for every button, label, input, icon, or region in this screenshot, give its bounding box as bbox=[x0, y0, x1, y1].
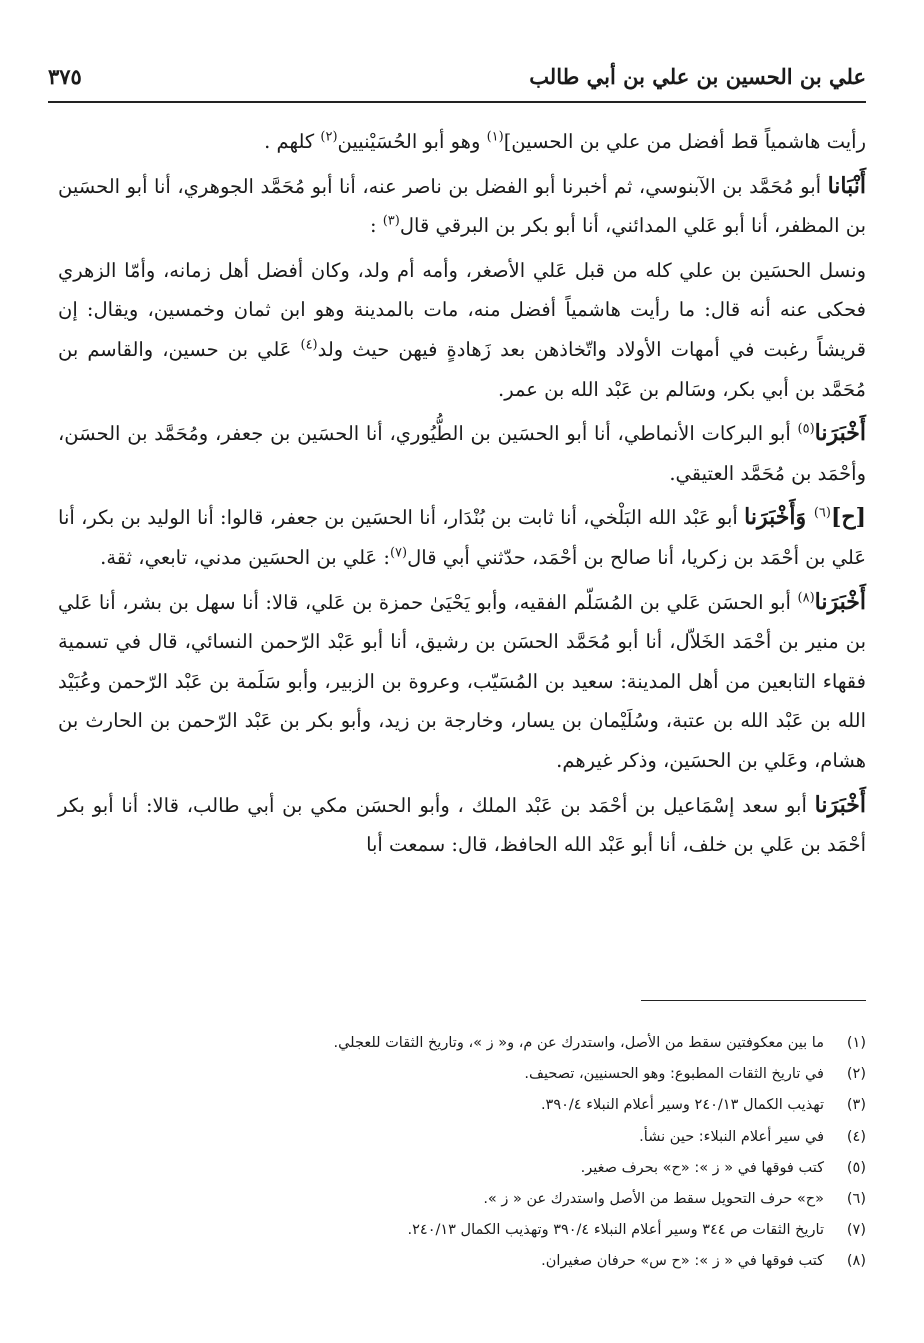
footnote bbox=[58, 1153, 866, 1184]
footnote-text: كتب فوقها في « ز »: «ح» بحرف صغير. bbox=[580, 1159, 824, 1176]
paragraph-lead: أَخْبَرَنا bbox=[814, 420, 866, 447]
footnote-ref-5: (٥) bbox=[797, 421, 815, 437]
paragraph-lead-2: وَأَخْبَرَنا bbox=[744, 504, 814, 531]
footnote-number: (٧) bbox=[846, 1222, 866, 1239]
footnote-ref-8: (٨) bbox=[797, 590, 815, 606]
footnote-text: تاريخ الثقات ص ٣٤٤ وسير أعلام النبلاء ٣٩٠/٤ وتهذيب الكمال ٢٤٠/١٣. bbox=[407, 1222, 824, 1239]
footnote-ref-7: (٧) bbox=[389, 545, 408, 561]
footnote-number: (١) bbox=[846, 1035, 866, 1051]
footnote-text: في سير أعلام النبلاء: حين نشأ. bbox=[639, 1128, 824, 1145]
paragraph-2: أَنْبَانا أبو مُحَمَّد بن الآبنوسي، ثم أخبرنا أبو الفضل بن ناصر عنه، أنا أبو مُحَمَّد الجوهري، أنا أبو الحسَين بن المظفر، أنا أبو عَلي المدائني، أنا أبو بكر بن البرقي قال$^{(٣)}$ : bbox=[58, 172, 866, 238]
footnote bbox=[58, 1184, 866, 1215]
footnote-ref-2: (٢) bbox=[320, 129, 338, 145]
paragraph-lead: أَخْبَرَنا bbox=[814, 588, 866, 615]
main-text bbox=[58, 122, 866, 865]
footnote-ref-3: (٣) bbox=[382, 213, 400, 229]
paragraph-lead: [ح] bbox=[830, 504, 866, 531]
footnote bbox=[58, 1090, 866, 1121]
footnote bbox=[58, 1122, 866, 1153]
paragraph-7: أَخْبَرَنا أبو سعد إسْمَاعيل بن أحْمَد بن عَبْد الملك ، وأبو الحسَن مكي بن أبي طالب، قالا: أنا أبو بكر أحْمَد بن عَلي بن خلف، أنا أبو عَبْد الله الحافظ، قال: سمعت أبا bbox=[58, 791, 866, 857]
footnote bbox=[58, 1215, 866, 1246]
footnote bbox=[58, 1246, 866, 1277]
footnote bbox=[58, 1028, 866, 1059]
header-rule bbox=[48, 101, 866, 103]
paragraph-lead: أَخْبَرَنا bbox=[814, 791, 866, 818]
page-number: ٣٧٥ bbox=[48, 63, 82, 89]
paragraph-6: أَخْبَرَنا$^{(٨)}$ أبو الحسَن عَلي بن المُسَلّم الفقيه، وأبو يَحْيَىٰ حمزة بن عَلي، قالا: أنا سهل بن بشر، أنا عَلي بن منير بن أحْمَد الخَلاّل، أنا أبو مُحَمَّد الحسَن بن رشيق، أنا أبو عَبْد الرّحمن النسائي، قال في تسمية فقهاء التابعين من أهل المدينة: سعيد بن المُسَيّب، وعروة بن الزبير، وأبو سَلَمة بن عَبْد الرّحمن وعُبَيْد الله بن عَبْد الله بن عتبة، وسُلَيْمان بن يسار، وخارجة بن زيد، وأبو بكر بن عَبْد الرّحمن بن الحارث بن هشام، وعَلي بن الحسَين، وذكر غيرهم. bbox=[58, 588, 866, 772]
paragraph-5: [ح]$^{(٦)}$ وَأَخْبَرَنا أبو عَبْد الله البَلْخي، أنا ثابت بن بُنْدَار، أنا الحسَين بن جعفر، قالوا: أنا الوليد بن بكر، أنا عَلي بن أحْمَد بن زكريا، أنا صالح بن أحْمَد، حدّثني أبي قال$^{(٧)}$: عَلي بن الحسَين مدني، تابعي، ثقة. bbox=[58, 504, 866, 569]
footnote-text: «ح» حرف التحويل سقط من الأصل واستدرك عن « ز ». bbox=[483, 1191, 824, 1208]
footnote-number: (٥) bbox=[846, 1159, 866, 1176]
paragraph-4: أَخْبَرَنا$^{(٥)}$ أبو البركات الأنماطي، أنا أبو الحسَين بن الطُّيُوري، أنا الحسَين بن جعفر، ومُحَمَّد بن الحسَن، وأحْمَد بن مُحَمَّد العتيقي. bbox=[58, 420, 866, 485]
paragraph-1: رأيت هاشمياً قط أفضل من علي بن الحسين]$^{(١)}$ وهو أبو الحُسَيْنيين$^{(٢)}$ كلهم . bbox=[264, 129, 866, 153]
footnote-number: (٢) bbox=[846, 1066, 866, 1083]
footnote-number: (٣) bbox=[846, 1097, 866, 1114]
footnote-text: ما بين معكوفتين سقط من الأصل، واستدرك عن م، و« ز »، وتاريخ الثقات للعجلي. bbox=[333, 1035, 824, 1051]
footnote-number: (٦) bbox=[846, 1191, 866, 1208]
footnote-text: تهذيب الكمال ٢٤٠/١٣ وسير أعلام النبلاء ٣٩٠/٤. bbox=[540, 1097, 824, 1114]
footnote-number: (٨) bbox=[846, 1253, 866, 1270]
paragraph-lead: أَنْبَانا bbox=[827, 172, 866, 199]
footnote-text: في تاريخ الثقات المطبوع: وهو الحسنيين، تصحيف. bbox=[524, 1066, 824, 1083]
footnote-number: (٤) bbox=[846, 1128, 866, 1145]
footnote-ref-6: (٦) bbox=[813, 505, 831, 521]
footnote-text: كتب فوقها في « ز »: «ح س» حرفان صغيران. bbox=[541, 1253, 824, 1270]
footnote bbox=[58, 1059, 866, 1090]
footnote-rule bbox=[641, 1000, 866, 1001]
footnotes bbox=[58, 1028, 866, 1278]
paragraph-3: ونسل الحسَين بن علي كله من قبل عَلي الأصغر، وأمه أم ولد، وكان أفضل أهل زمانه، وأمّا الزهري فحكى عنه أنه قال: ما رأيت هاشمياً أفضل منه، مات بالمدينة وهو ابن ثمان وخمسين، ويقال: إن قريشاً رغبت في أمهات الأولاد واتّخاذهن بعد زَهادةٍ فيهن حيث ولد$^{(٤)}$ عَلي بن حسين، والقاسم بن مُحَمَّد بن أبي بكر، وسَالم بن عَبْد الله بن عمر. bbox=[58, 258, 866, 401]
header-title: علي بن الحسين بن علي بن أبي طالب bbox=[529, 63, 866, 89]
footnote-ref-1: (١) bbox=[486, 129, 504, 145]
footnote-ref-4: (٤) bbox=[300, 337, 318, 353]
running-header bbox=[48, 56, 866, 96]
